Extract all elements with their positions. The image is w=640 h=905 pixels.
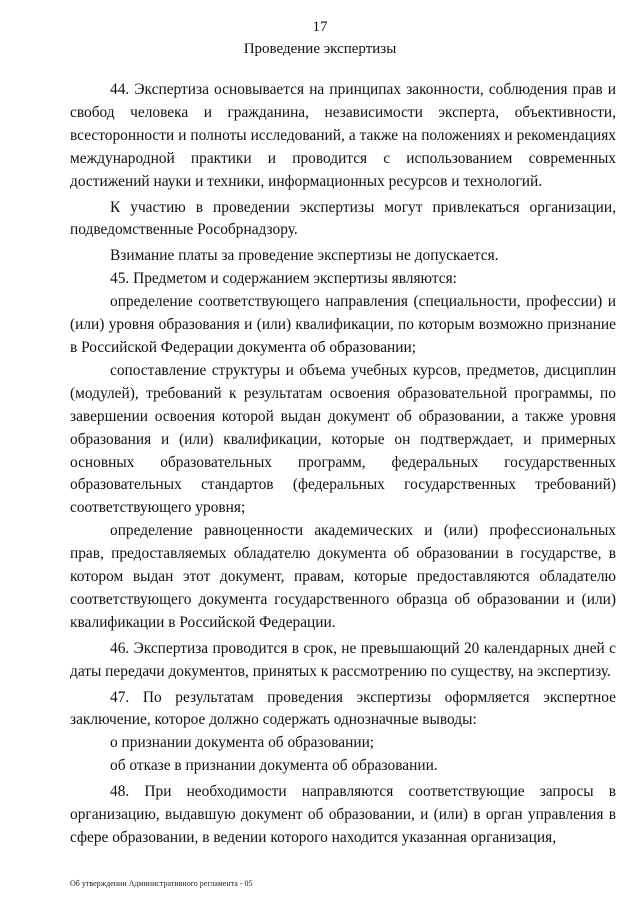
paragraph-no-fee: Взимание платы за проведение экспертизы не допускается. [110, 247, 499, 265]
paragraph-48: 48. При необходимости направляются соответствующие запросы в организацию, выдавшую документ об образовании, и (или) в орган управления в сфере образовании, в ведении которого находится указанная организация, [70, 783, 616, 846]
paragraph-44: 44. Экспертиза основывается на принципах законности, соблюдения прав и свобод человека и гражданина, независимости эксперта, объективности, всесторонности и полноты исследований, а также на положениях и рекомендациях международной практики и проводится с использованием современных достижений науки и техники, информационных ресурсов и технологий. [70, 81, 616, 190]
paragraph-47: 47. По результатам проведения экспертизы оформляется экспертное заключение, которое должно содержать однозначные выводы: [70, 688, 616, 729]
list-item-recognition: о признании документа об образовании; [110, 734, 375, 752]
paragraph-46: 46. Экспертиза проводится в срок, не превышающий 20 календарных дней с даты передачи документов, принятых к рассмотрению по существу, на экспертизу. [70, 639, 616, 680]
body-text [70, 79, 616, 850]
list-item-refusal: об отказе в признании документа об образовании. [110, 757, 438, 775]
paragraph-45: 45. Предметом и содержанием экспертизы являются: [110, 270, 457, 288]
paragraph-participation: К участию в проведении экспертизы могут привлекаться организации, подведомственные Рособрнадзору. [70, 198, 616, 239]
paragraph-equivalence: определение равноценности академических и (или) профессиональных прав, предоставляемых обладателю документа об образовании в государстве, в котором выдан этот документ, правам, которые предоставляются обладателю соответствующего документа государственного образца об образовании и (или) квалификации в Российской Федерации. [70, 522, 616, 631]
paragraph-direction: определение соответствующего направления (специальности, профессии) и (или) уровня образования и (или) квалификации, по которым возможно признание в Российской Федерации документа об образовании; [70, 293, 616, 356]
footer-note: Об утверждении Административного регламента - 05 [70, 879, 253, 888]
page-number: 17 [312, 19, 328, 35]
section-title: Проведение экспертизы [243, 41, 397, 57]
paragraph-comparison: сопоставление структуры и объема учебных курсов, предметов, дисциплин (модулей), требований к результатам освоения образовательной программы, по завершении освоения которой выдан документ об образовании, а также уровня образования и (или) квалификации, которые он подтверждает, и примерных основных образовательных программ, федеральных государственных образовательных стандартов (федеральных государственных требований) соответствующего уровня; [70, 361, 616, 517]
